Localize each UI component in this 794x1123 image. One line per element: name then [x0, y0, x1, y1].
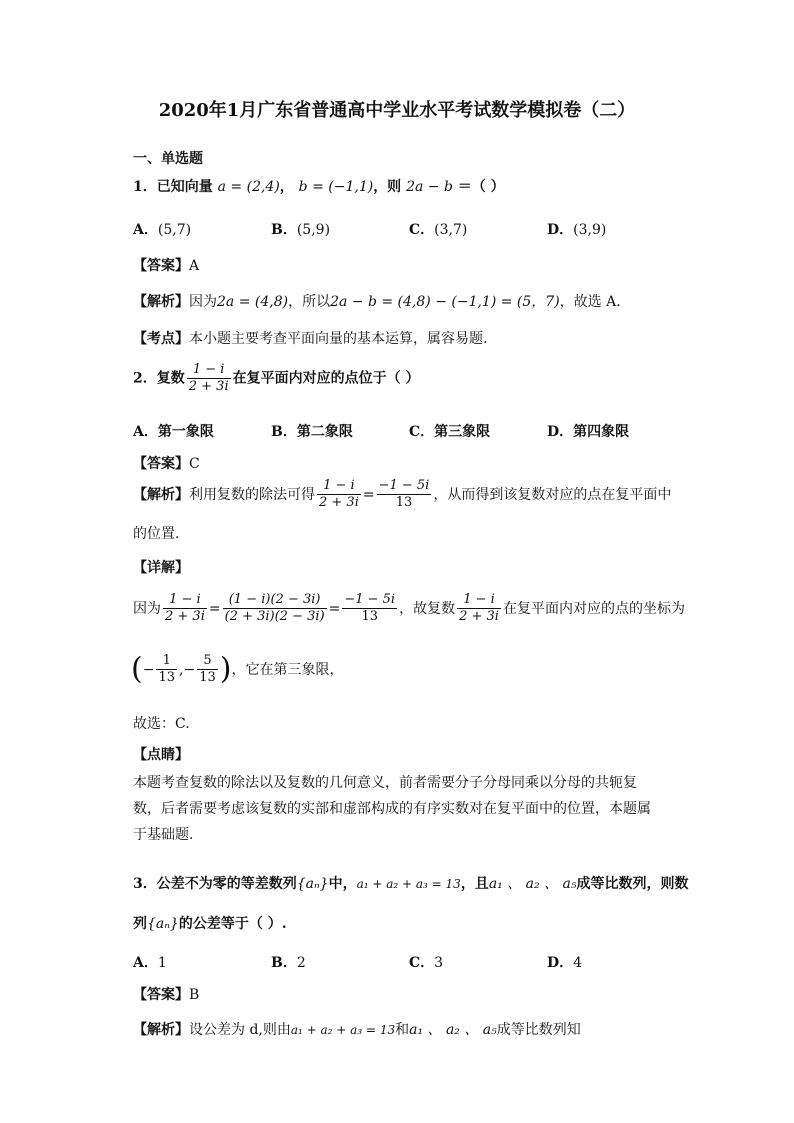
- q3-analysis: [133, 1019, 581, 1039]
- answer-tag: 【答案】: [133, 987, 189, 1003]
- detail-fraction: [457, 592, 501, 625]
- fraction-denominator: 13: [395, 495, 413, 510]
- analysis-text: 设公差为 d,则由: [189, 1022, 291, 1038]
- coordinate-fraction: [156, 653, 177, 686]
- q2-stem-end: 在复平面内对应的点位于（ ）: [232, 370, 420, 387]
- fraction-denominator: 2 + 3i: [165, 609, 205, 624]
- option-label: A．: [133, 424, 158, 440]
- fraction-denominator: 2 + 3i: [459, 609, 499, 624]
- option-value: 1: [157, 955, 167, 971]
- q2-detail-tag: 【详解】: [133, 560, 189, 576]
- q1-option-c[interactable]: [409, 219, 467, 239]
- q3-option-a[interactable]: [133, 952, 167, 972]
- page-title: 2020年1月广东省普通高中学业水平考试数学模拟卷（二）: [158, 100, 636, 121]
- option-value: 4: [573, 955, 583, 971]
- q2-detail: [133, 592, 685, 625]
- q1-stem: [133, 176, 505, 196]
- analysis-text: 因为: [189, 294, 217, 310]
- q2-stem: [133, 362, 419, 395]
- q2-analysis: [133, 478, 671, 511]
- analysis-text: 利用复数的除法可得: [189, 487, 315, 503]
- option-label: B．: [271, 424, 297, 440]
- q1-option-a[interactable]: [133, 219, 191, 239]
- q3-stem: [133, 873, 689, 893]
- q1-stem-mid: ，则: [373, 179, 402, 195]
- analysis-tag: 【解析】: [133, 294, 189, 310]
- q3-stem-line2-prefix: 列: [133, 916, 147, 932]
- fraction-numerator: 1 − i: [457, 592, 501, 609]
- fraction-denominator: 13: [158, 670, 175, 685]
- detail-text: 在复平面内对应的点的坐标为: [502, 601, 685, 617]
- q2-review-text: 本题考查复数的除法以及复数的几何意义，前者需要分子分母同乘以分母的共轭复数，后者需要考虑该复数的实部和虚部构成的有序实数对在复平面中的位置，本题属于基础题.: [133, 775, 651, 843]
- q3-stem-mid: ，且: [460, 876, 489, 892]
- minus-sign: −: [142, 662, 155, 678]
- option-label: A．: [133, 222, 158, 238]
- q1-option-b[interactable]: [271, 219, 330, 239]
- analysis-fraction: [317, 478, 361, 511]
- q1-answer: [133, 255, 199, 275]
- analysis-math: 2a − b = (4,8) − (−1,1) = (5，7): [330, 294, 560, 310]
- detail-text: 因为: [133, 601, 161, 617]
- q3-option-c[interactable]: [409, 952, 443, 972]
- q1-analysis: [133, 291, 621, 311]
- fraction-denominator: 13: [361, 609, 378, 624]
- option-value: 第一象限: [157, 424, 214, 440]
- fraction-numerator: −1 − 5i: [344, 592, 396, 607]
- option-value: (3,7): [434, 222, 468, 238]
- q1-stem-end: ＝（ ）: [457, 179, 505, 195]
- q3-answer: [133, 984, 199, 1004]
- q2-option-c[interactable]: [409, 421, 490, 441]
- analysis-text: ，故选 A.: [559, 294, 621, 310]
- option-value: 第二象限: [296, 424, 353, 440]
- analysis-text: ，从而得到该复数对应的点在复平面中: [433, 487, 672, 503]
- option-value: (3,9): [573, 222, 607, 238]
- analysis-text: ，所以: [288, 294, 331, 310]
- q2-stem-prefix: 2．复数: [133, 370, 185, 387]
- option-label: A．: [133, 955, 158, 971]
- analysis-math: 2a = (4,8): [217, 294, 289, 310]
- option-value: 3: [434, 955, 444, 971]
- fraction-numerator: 5: [197, 653, 218, 670]
- analysis-fraction: [377, 478, 432, 511]
- point-tag: 【考点】: [133, 331, 189, 347]
- option-value: 第四象限: [573, 424, 630, 440]
- q3-sequence: {aₙ}: [147, 916, 179, 932]
- option-value: 2: [296, 955, 306, 971]
- left-paren: (: [131, 651, 143, 687]
- q3-option-d[interactable]: [547, 952, 582, 972]
- option-label: D．: [547, 424, 574, 440]
- q2-answer: [133, 453, 200, 473]
- q3-terms: a₁ 、 a₂ 、 a₅: [488, 876, 577, 892]
- fraction-numerator: −1 − 5i: [378, 478, 430, 493]
- q2-coordinate: [131, 653, 343, 686]
- fraction-numerator: 1 − i: [187, 362, 231, 379]
- option-label: C．: [409, 424, 435, 440]
- equals-sign: =: [328, 601, 341, 617]
- option-label: B．: [271, 222, 297, 238]
- equals-sign: =: [362, 487, 375, 503]
- answer-value: A: [189, 258, 200, 274]
- q3-condition: a₁ + a₂ + a₃ = 13: [356, 877, 461, 891]
- option-label: C．: [409, 222, 435, 238]
- q3-option-b[interactable]: [271, 952, 306, 972]
- detail-fraction: [163, 592, 207, 625]
- q3-stem-line2: [133, 913, 287, 933]
- option-label: C．: [409, 955, 435, 971]
- fraction-denominator: 2 + 3i: [188, 379, 229, 394]
- right-paren: ): [219, 651, 232, 687]
- analysis-text: 成等比数列知: [496, 1022, 581, 1038]
- answer-value: B: [189, 987, 200, 1003]
- analysis-condition: a₁ + a₂ + a₃ = 13: [290, 1023, 396, 1037]
- analysis-terms: a₁ 、 a₂ 、 a₅: [409, 1022, 497, 1038]
- option-value: (5,9): [296, 222, 331, 238]
- analysis-tag: 【解析】: [133, 487, 189, 503]
- q3-stem-prefix: 3．公差不为零的等差数列: [133, 876, 297, 892]
- q3-stem-mid: 成等比数列，则数: [576, 876, 689, 892]
- fraction-numerator: 1 − i: [317, 478, 361, 495]
- q2-option-b[interactable]: [271, 421, 353, 441]
- q2-fraction: [187, 362, 231, 395]
- fraction-denominator: 13: [199, 670, 216, 685]
- fraction-numerator: 1: [156, 653, 177, 670]
- option-value: (5,7): [157, 222, 192, 238]
- coordinate-fraction: [197, 653, 218, 686]
- point-text: 本小题主要考查平面向量的基本运算，属容易题.: [189, 331, 488, 347]
- answer-value: C: [189, 456, 200, 472]
- detail-text: ，它在第三象限，: [231, 662, 344, 678]
- q1-option-d[interactable]: [547, 219, 606, 239]
- q2-option-d[interactable]: [547, 421, 629, 441]
- analysis-text: 和: [395, 1022, 410, 1038]
- option-label: B．: [271, 955, 297, 971]
- analysis-tag: 【解析】: [133, 1022, 189, 1038]
- q1-point: [133, 328, 487, 348]
- q1-comma: ，: [279, 179, 294, 195]
- q1-expression: 2a − b: [406, 179, 453, 195]
- q2-analysis-continued: 的位置.: [133, 526, 180, 542]
- option-label: D．: [547, 955, 574, 971]
- q3-sequence: {aₙ}: [296, 876, 329, 892]
- q3-stem-mid: 中，: [328, 876, 357, 892]
- q1-vector-a: a = (2,4): [217, 179, 280, 195]
- answer-tag: 【答案】: [133, 456, 189, 472]
- detail-text: ，故复数: [399, 601, 456, 617]
- fraction-numerator: (1 − i)(2 − 3i): [223, 592, 327, 609]
- q1-stem-prefix: 1．已知向量: [133, 179, 213, 195]
- fraction-denominator: 2 + 3i: [319, 495, 359, 510]
- section-heading: 一、单选题: [133, 151, 203, 167]
- detail-fraction: [223, 592, 327, 625]
- fraction-denominator: (2 + 3i)(2 − 3i): [224, 609, 325, 624]
- equals-sign: =: [208, 601, 221, 617]
- q2-review-tag: 【点睛】: [133, 747, 189, 763]
- option-label: D．: [547, 222, 574, 238]
- comma-minus: ,−: [179, 662, 196, 678]
- option-value: 第三象限: [434, 424, 491, 440]
- q2-choose: 故选：C.: [133, 716, 190, 732]
- fraction-numerator: 1 − i: [163, 592, 207, 609]
- q2-option-a[interactable]: [133, 421, 214, 441]
- q1-vector-b: b = (−1,1): [298, 179, 374, 195]
- q3-stem-line2-end: 的公差等于（ ）.: [178, 916, 287, 932]
- answer-tag: 【答案】: [133, 258, 189, 274]
- detail-fraction: [342, 592, 397, 625]
